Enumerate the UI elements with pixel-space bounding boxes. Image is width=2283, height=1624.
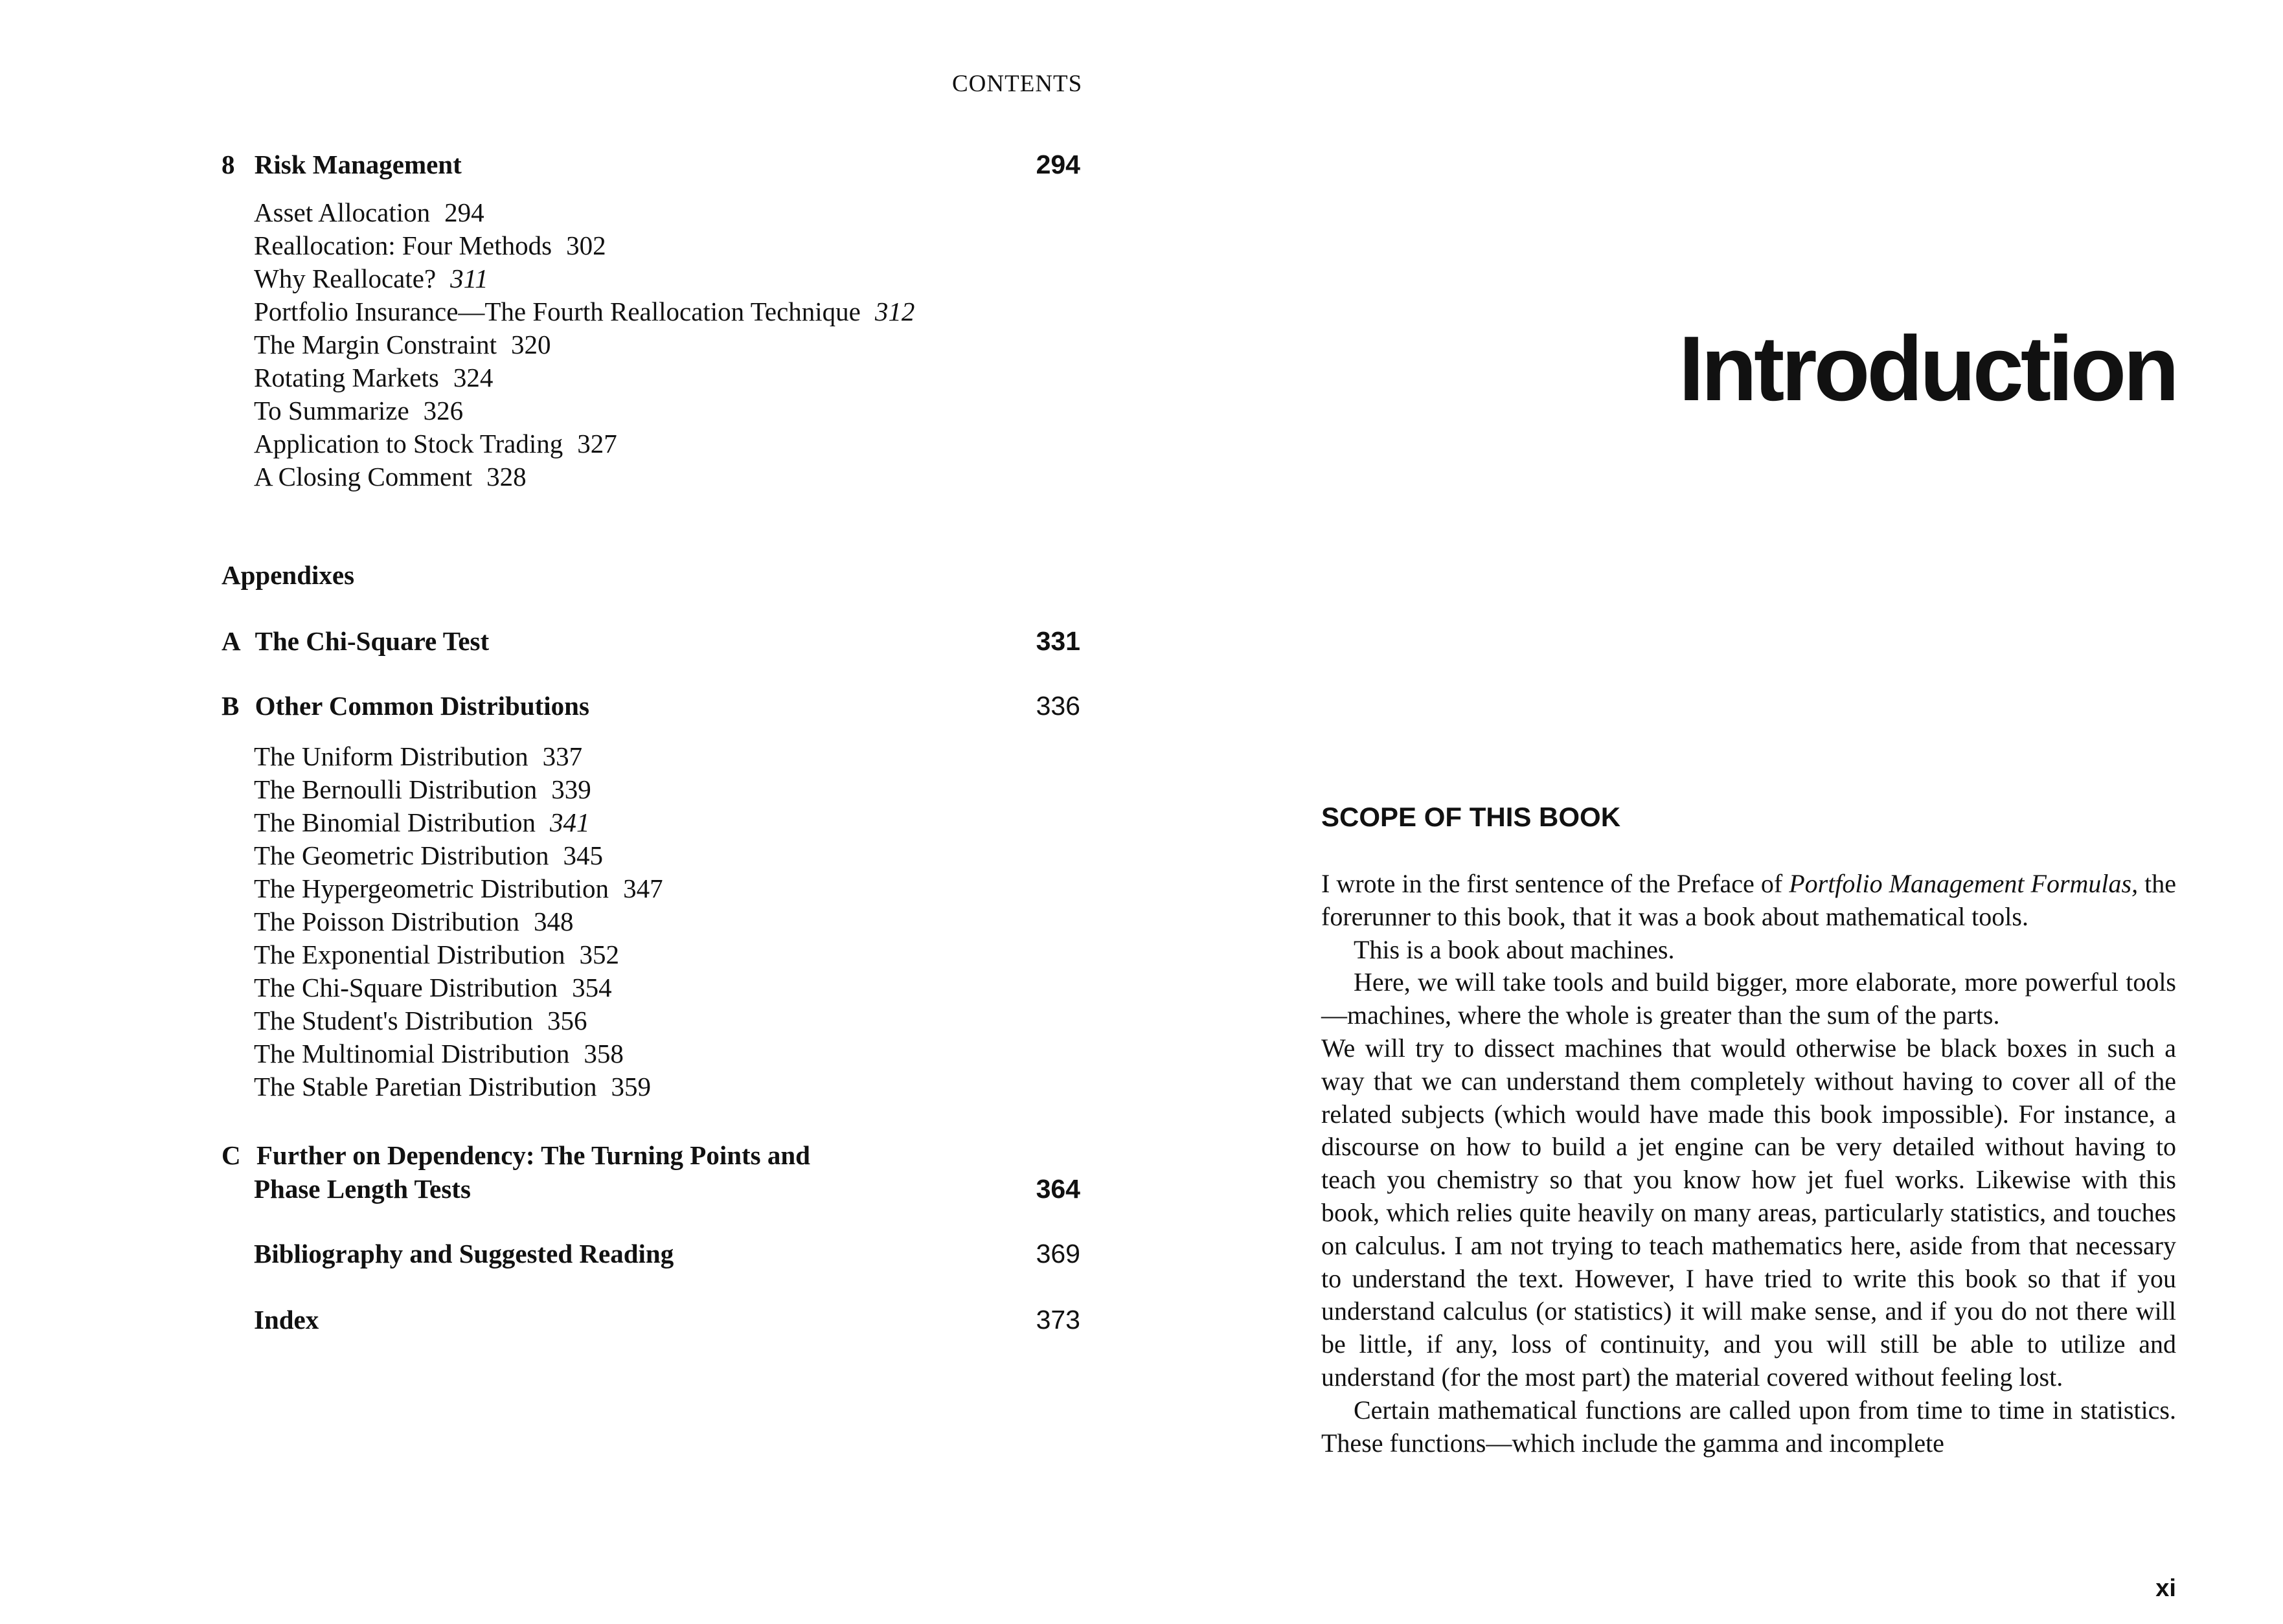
toc-entry [254,773,591,806]
toc-entry [254,361,493,394]
toc-entry-title: The Poisson Distribution [254,907,520,936]
book-title: Portfolio Management Formulas, [1789,869,2139,898]
toc-entry [254,1004,587,1037]
toc-entry-page: 337 [542,741,583,771]
toc-entry-page: 302 [566,231,606,260]
chapter-8-heading [221,148,462,181]
appendix-a-heading [221,624,489,658]
paragraph: This is a book about machines. [1354,934,1675,964]
index-page: 373 [1036,1305,1080,1335]
appendix-title: The Chi-Square Test [255,626,490,656]
toc-entry [254,839,603,872]
toc-entry-page: 312 [874,297,915,326]
toc-entry-page: 354 [572,973,612,1002]
appendix-c-title-line2: Phase Length Tests [254,1174,471,1204]
toc-entry [254,196,484,229]
toc-entry [254,328,551,361]
toc-entry-page: 348 [534,907,574,936]
appendix-letter: B [221,691,240,721]
appendixes-heading: Appendixes [221,560,355,590]
toc-entry-title: Asset Allocation [254,197,431,227]
toc-entry [254,229,606,262]
toc-entry [254,905,574,938]
paragraph: Here, we will take tools and build bigger, more elaborate, more powerful tools—machines, where the whole is greater than the sum of the parts. [1321,967,2176,1030]
running-head: CONTENTS [952,71,1083,97]
toc-entry-title: Why Reallocate? [254,264,437,293]
toc-entry-title: Reallocation: Four Methods [254,231,552,260]
toc-entry-title: The Multinomial Distribution [254,1039,570,1068]
toc-entry [254,806,590,839]
toc-entry [254,295,914,328]
chapter-8-page: 294 [1036,150,1080,179]
appendix-title: Other Common Distributions [255,691,589,721]
toc-entry [254,1037,624,1070]
toc-entry-page: 352 [579,940,620,969]
toc-entry-title: The Chi-Square Distribution [254,973,558,1002]
toc-entry-title: Portfolio Insurance—The Fourth Reallocation Technique [254,297,861,326]
toc-entry [254,427,617,460]
toc-entry-title: The Student's Distribution [254,1006,534,1035]
toc-entry-page: 326 [423,396,464,425]
toc-entry-title: To Summarize [254,396,409,425]
toc-entry [254,1070,651,1103]
toc-entry-title: The Geometric Distribution [254,840,549,870]
toc-entry-title: The Hypergeometric Distribution [254,874,609,903]
toc-entry-page: 311 [450,264,488,293]
toc-entry [254,394,463,427]
contents-page [0,0,1141,1624]
appendix-c-heading [221,1138,810,1172]
toc-entry-title: The Exponential Distribution [254,940,565,969]
paragraph [1321,868,2176,934]
toc-entry-page: 294 [444,197,484,227]
paragraph: Certain mathematical functions are called upon from time to time in statistics. These functions—which include the gamma and incomplete [1321,1395,2176,1458]
toc-entry-title: The Binomial Distribution [254,807,536,837]
bibliography-heading: Bibliography and Suggested Reading [254,1239,674,1269]
toc-entry-page: 347 [623,874,663,903]
body-text [1321,868,2176,1460]
toc-entry-title: The Stable Paretian Distribution [254,1072,597,1101]
appendix-letter: C [221,1140,241,1170]
toc-entry [254,938,619,971]
appendix-title-line1: Further on Dependency: The Turning Points and [256,1140,810,1170]
paragraph-text: I wrote in the first sentence of the Preface of [1321,869,1789,898]
paragraph: We will try to dissect machines that would otherwise be black boxes in such a way that we can understand them completely without having to cover all of the related subjects (which would have made this book impossible). For instance, a discourse on how to build a jet engine can be very detailed without having to teach you chemistry so that you know how jet fuel works. Likewise with this book, which relies quite heavily on many areas, particularly statistics, and touches on calculus. I am not trying to teach mathematics here, aside from that necessary to understand the text. However, I have tried to write this book so that if you understand calculus (or statistics) it will make sense, and if you do not there will be little, if any, loss of continuity, and you will still be able to utilize and understand (for the most part) the material covered without feeling lost. [1321,1033,2176,1392]
paragraph-text: the forerunner to this book, that it was a book about mathematical tools. [1321,869,2176,931]
toc-entry-title: Application to Stock Trading [254,429,563,458]
toc-entry-page: 324 [453,363,494,392]
bibliography-page: 369 [1036,1239,1080,1269]
toc-entry-title: A Closing Comment [254,462,473,491]
appendix-a-page: 331 [1036,626,1080,656]
toc-entry [254,971,612,1004]
toc-entry-page: 320 [511,330,551,359]
toc-entry [254,739,582,773]
appendix-b-heading [221,689,589,723]
toc-entry-page: 339 [551,774,591,804]
toc-entry-page: 328 [486,462,527,491]
toc-entry-page: 358 [584,1039,624,1068]
toc-entry-title: Rotating Markets [254,363,439,392]
toc-entry [254,460,527,493]
toc-entry-title: The Margin Constraint [254,330,497,359]
toc-entry-page: 356 [547,1006,587,1035]
toc-entry-title: The Bernoulli Distribution [254,774,538,804]
toc-entry-page: 359 [611,1072,651,1101]
page-title: Introduction [1678,317,2176,420]
chapter-title: Risk Management [254,150,462,179]
index-heading: Index [254,1305,319,1335]
appendix-c-page: 364 [1036,1174,1080,1204]
section-heading: SCOPE OF THIS BOOK [1321,802,1621,832]
page-number: xi [2155,1575,2176,1602]
toc-entry [254,872,663,905]
appendix-letter: A [221,626,240,656]
toc-entry-page: 345 [563,840,603,870]
toc-entry [254,262,488,295]
chapter-number: 8 [221,150,235,179]
appendix-b-page: 336 [1036,691,1080,721]
toc-entry-page: 341 [550,807,590,837]
toc-entry-title: The Uniform Distribution [254,741,528,771]
toc-entry-page: 327 [577,429,617,458]
